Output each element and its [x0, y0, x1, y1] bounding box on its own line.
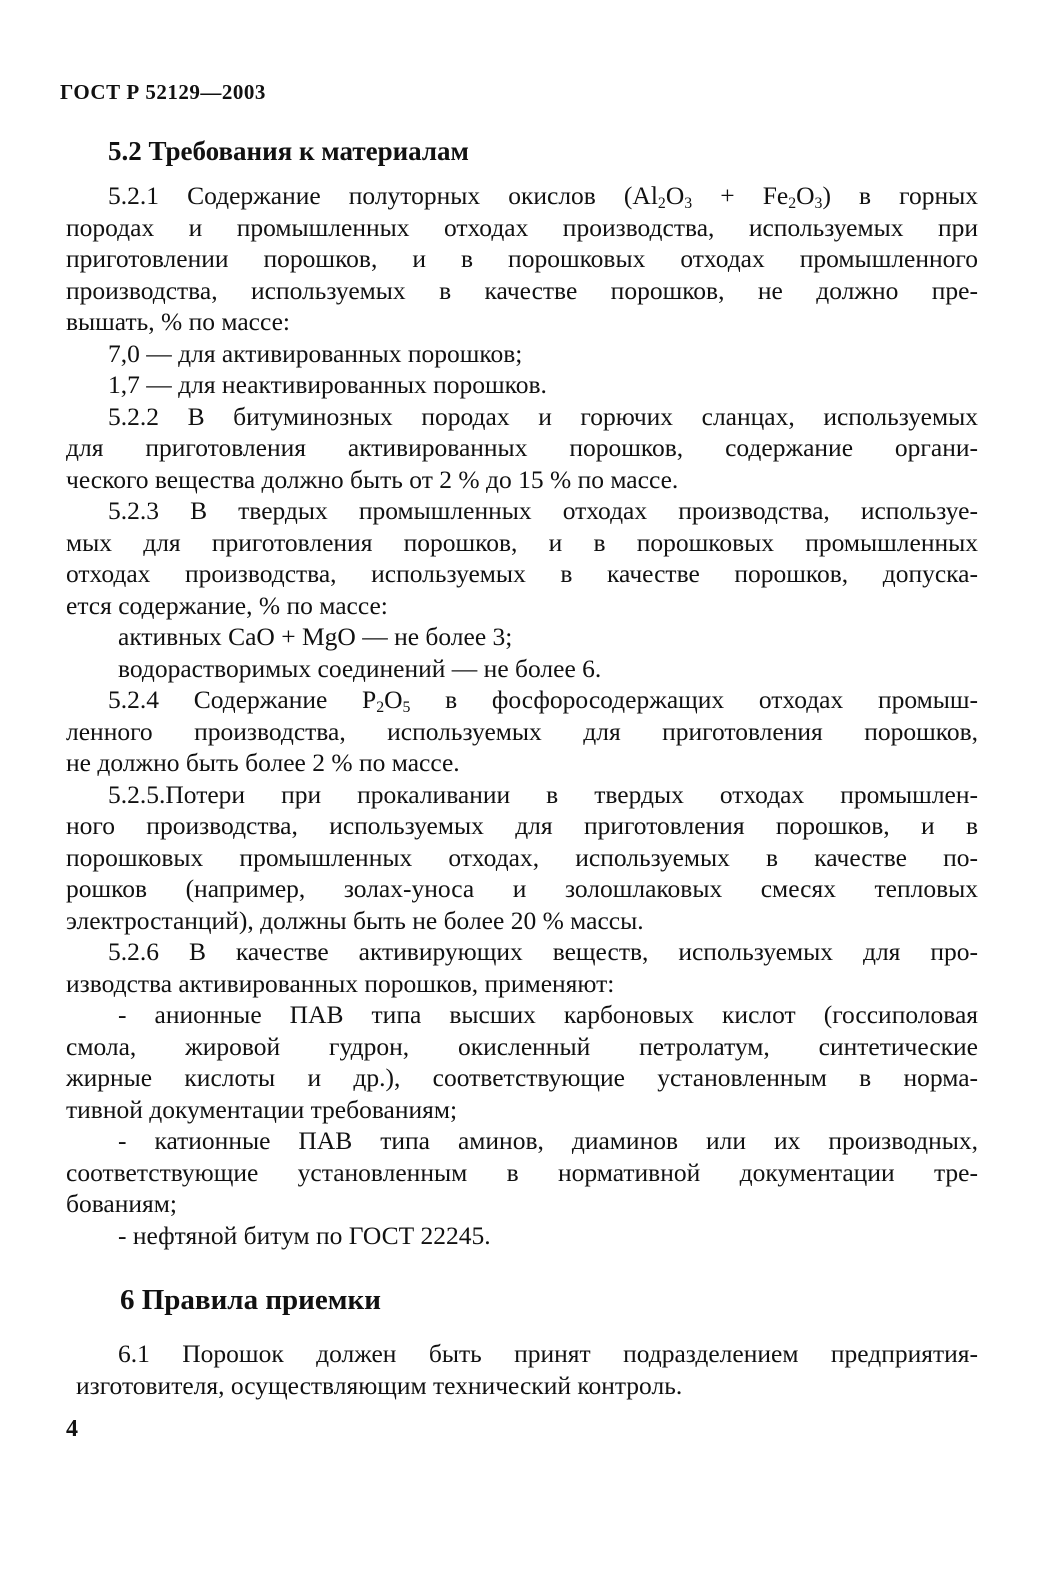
- paragraph-line: 7,0 — для активированных порошков;: [108, 338, 523, 368]
- paragraph-line: 6.1 Порошок должен быть принят подразделением предприятия-: [118, 1339, 978, 1368]
- paragraph-line: рошков (например, золах-уноса и золошлаковых смесях тепловых: [66, 874, 978, 903]
- paragraph-line: 5.2.4 Содержание $P_2O_5$ в фосфоросодержащих отходах промыш-: [108, 685, 979, 716]
- section-5-2-title: 5.2 Требования к материалам: [108, 136, 469, 166]
- paragraph-line: жирные кислоты и др.), соответствующие установленным в норма-: [66, 1063, 978, 1092]
- paragraph-line: мых для приготовления порошков, и в порошковых промышленных: [66, 527, 978, 557]
- paragraph-line: 5.2.5.Потери при прокаливании в твердых отходах промышлен-: [108, 779, 978, 809]
- paragraph-line: электростанций), должны быть не более 20 % массы.: [66, 905, 644, 935]
- paragraph-line: бованиям;: [66, 1189, 177, 1218]
- list-item: - катионные ПАВ типа аминов, диаминов или их производных,: [118, 1126, 978, 1155]
- paragraph-line: для приготовления активированных порошков, содержание органи-: [66, 433, 978, 462]
- paragraph-line: смола, жировой гудрон, окисленный петролатум, синтетические: [66, 1031, 978, 1061]
- list-item: - нефтяной битум по ГОСТ 22245.: [118, 1220, 491, 1250]
- paragraph-line: ется содержание, % по массе:: [66, 590, 388, 620]
- paragraph-line: 5.2.6 В качестве активирующих веществ, используемых для про-: [108, 937, 978, 966]
- section-5-2-body: [66, 180, 978, 1251]
- paragraph-line: ного производства, используемых для приготовления порошков, и в: [66, 811, 978, 840]
- page-number: 4: [66, 1416, 78, 1442]
- paragraph-line: не должно быть более 2 % по массе.: [66, 748, 460, 777]
- paragraph-line: вышать, % по массе:: [66, 307, 291, 336]
- paragraph-line: 5.2.3 В твердых промышленных отходах производства, используе-: [108, 496, 978, 525]
- paragraph-line: водорастворимых соединений — не более 6.: [118, 653, 602, 683]
- paragraph-line: порошковых промышленных отходах, используемых в качестве по-: [66, 842, 978, 872]
- paragraph-line: 1,7 — для неактивированных порошков.: [108, 370, 547, 399]
- section-6-title: 6 Правила приемки: [120, 1284, 381, 1316]
- document-header: ГОСТ Р 52129—2003: [60, 80, 266, 104]
- paragraph-line: изготовителя, осуществляющим технический контроль.: [76, 1370, 683, 1400]
- paragraph-line: активных CaO + MgO — не более 3;: [118, 622, 513, 651]
- paragraph-line: 5.2.1 Содержание полуторных окислов $(Al_2O_3 + Fe_2O_3)$ в горных: [108, 181, 978, 212]
- paragraph-line: ческого вещества должно быть от 2 % до 15 % по массе.: [66, 464, 679, 494]
- section-6-body: [76, 1338, 978, 1401]
- paragraph-line: породах и промышленных отходах производства, используемых при: [66, 212, 978, 242]
- list-item: - анионные ПАВ типа высших карбоновых кислот (госсиполовая: [118, 1000, 978, 1029]
- paragraph-line: приготовлении порошков, и в порошковых отходах промышленного: [66, 244, 978, 273]
- paragraph-line: тивной документации требованиям;: [66, 1094, 458, 1124]
- paragraph-line: 5.2.2 В битуминозных породах и горючих сланцах, используемых: [108, 401, 978, 431]
- paragraph-line: ленного производства, используемых для приготовления порошков,: [66, 716, 978, 746]
- paragraph-line: производства, используемых в качестве порошков, не должно пре-: [66, 275, 978, 305]
- paragraph-line: отходах производства, используемых в качестве порошков, допуска-: [66, 559, 978, 588]
- paragraph-line: соответствующие установленным в нормативной документации тре-: [66, 1157, 978, 1187]
- paragraph-line: изводства активированных порошков, применяют:: [66, 968, 615, 998]
